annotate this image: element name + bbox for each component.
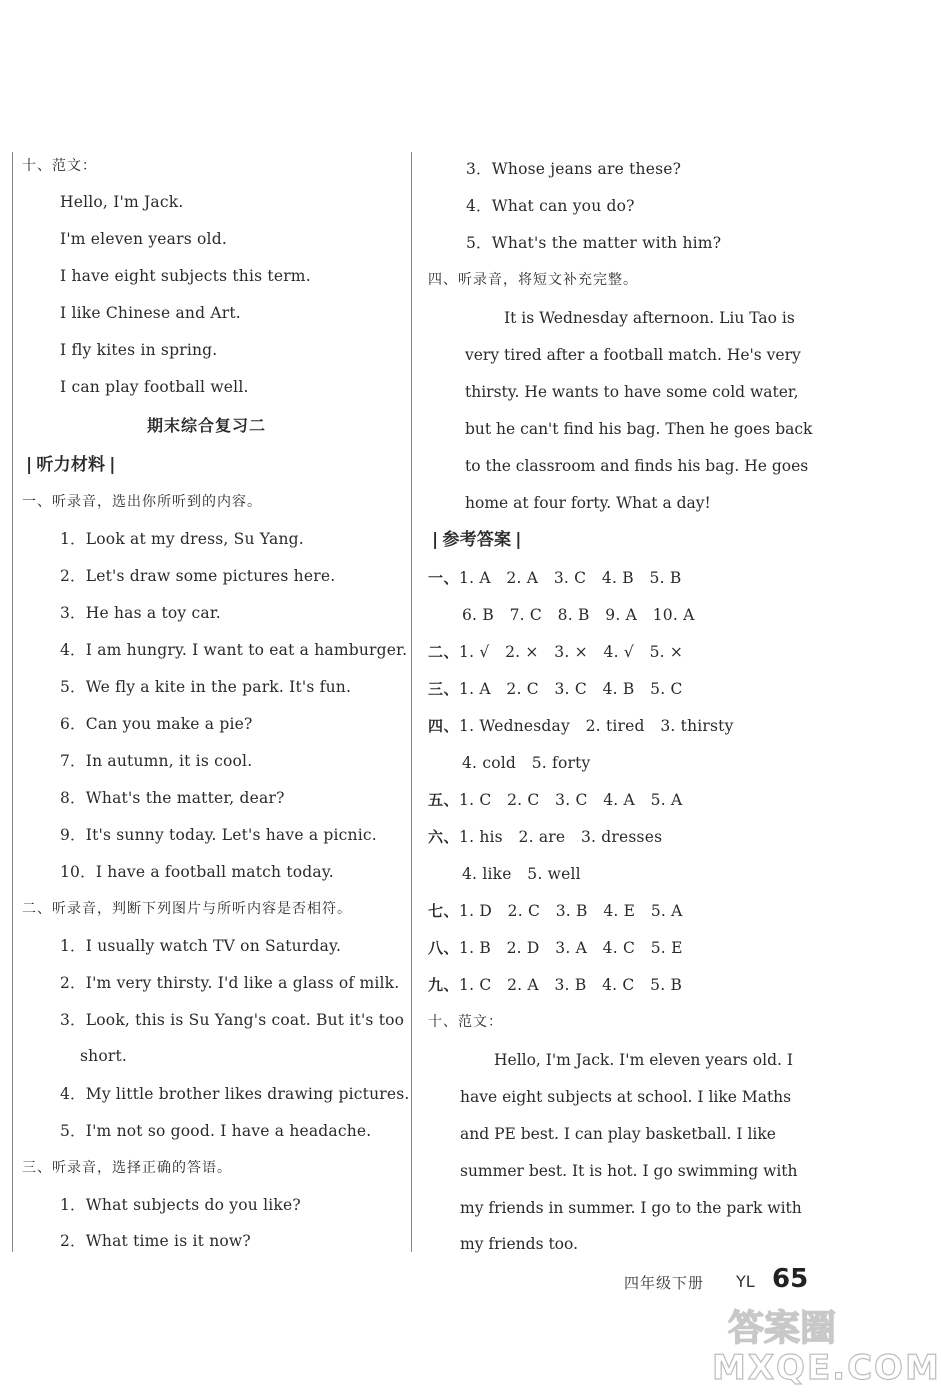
essay-heading: 十、范文： bbox=[22, 158, 97, 174]
q4-passage-line: It is Wednesday afternoon. Liu Tao is bbox=[504, 309, 795, 327]
answer-number: 五、 bbox=[428, 791, 460, 809]
q1-heading: 一、听录音，选出你所听到的内容。 bbox=[22, 494, 262, 510]
answer-row bbox=[428, 827, 662, 847]
essay-line: I'm eleven years old. bbox=[60, 230, 227, 248]
answer-number: 三、 bbox=[428, 680, 460, 698]
q3-item: 4．What can you do? bbox=[466, 197, 635, 215]
answer-row bbox=[428, 679, 683, 699]
essay-passage-line: my friends too. bbox=[460, 1235, 578, 1253]
q4-passage-line: home at four forty. What a day! bbox=[465, 494, 711, 512]
answer-number: 八、 bbox=[428, 939, 460, 957]
essay-line: I can play football well. bbox=[60, 378, 249, 396]
essay-line: I like Chinese and Art. bbox=[60, 304, 241, 322]
q2-item: 4．My little brother likes drawing pictures. bbox=[60, 1085, 410, 1103]
answer-row bbox=[462, 864, 581, 884]
essay-passage-line: my friends in summer. I go to the park with bbox=[460, 1199, 802, 1217]
answers-section-label: 参考答案 bbox=[442, 530, 512, 550]
q4-passage-line: but he can't find his bag. Then he goes back bbox=[465, 420, 813, 438]
answer-row bbox=[428, 938, 683, 958]
essay-line: I have eight subjects this term. bbox=[60, 267, 311, 285]
watermark-logo-text: 答案圈 bbox=[728, 1308, 837, 1349]
q3-item: 3．Whose jeans are these? bbox=[466, 160, 682, 178]
q4-passage-line: thirsty. He wants to have some cold water, bbox=[465, 383, 799, 401]
answer-row bbox=[428, 901, 683, 921]
q2-item: 2．I'm very thirsty. I'd like a glass of milk. bbox=[60, 974, 400, 992]
answer-number: 二、 bbox=[428, 643, 460, 661]
answers-section-header: | 参考答案 | bbox=[432, 530, 522, 550]
essay-line: Hello, I'm Jack. bbox=[60, 193, 184, 211]
answer-text: 1. A 2. C 3. C 4. B 5. C bbox=[459, 680, 683, 698]
footer-edition-code: YL bbox=[736, 1272, 755, 1291]
q4-passage-line: to the classroom and finds his bag. He goes bbox=[465, 457, 809, 475]
essay-heading: 十、范文： bbox=[428, 1014, 503, 1030]
q1-item: 10．I have a football match today. bbox=[60, 863, 334, 881]
answer-number: 六、 bbox=[428, 828, 460, 846]
listening-section-label: 听力材料 bbox=[36, 455, 106, 475]
footer-grade-label: 四年级下册 bbox=[624, 1274, 705, 1292]
essay-passage-line: and PE best. I can play basketball. I like bbox=[460, 1125, 776, 1143]
answer-text: 1. C 2. C 3. C 4. A 5. A bbox=[459, 791, 683, 809]
answer-text: 4. like 5. well bbox=[462, 865, 581, 883]
review-title: 期末综合复习二 bbox=[147, 416, 267, 435]
answer-row bbox=[428, 642, 683, 662]
essay-passage-line: Hello, I'm Jack. I'm eleven years old. I bbox=[494, 1051, 793, 1069]
q1-item: 5．We fly a kite in the park. It's fun. bbox=[60, 678, 352, 696]
answer-text: 1. B 2. D 3. A 4. C 5. E bbox=[459, 939, 683, 957]
answer-text: 1. C 2. A 3. B 4. C 5. B bbox=[459, 976, 683, 994]
q2-item: 5．I'm not so good. I have a headache. bbox=[60, 1122, 372, 1140]
answer-text: 1. his 2. are 3. dresses bbox=[459, 828, 663, 846]
answer-row bbox=[428, 790, 682, 810]
answer-number: 七、 bbox=[428, 902, 460, 920]
listening-section-header: | 听力材料 | bbox=[26, 455, 116, 475]
q4-heading: 四、听录音，将短文补充完整。 bbox=[428, 272, 638, 288]
answer-number: 一、 bbox=[428, 569, 460, 587]
answer-text: 1. √ 2. × 3. × 4. √ 5. × bbox=[459, 643, 684, 661]
q3-item: 5．What's the matter with him? bbox=[466, 234, 722, 252]
q2-item: 1．I usually watch TV on Saturday. bbox=[60, 937, 342, 955]
q3-heading: 三、听录音，选择正确的答语。 bbox=[22, 1160, 232, 1176]
answer-text: 1. A 2. A 3. C 4. B 5. B bbox=[459, 569, 682, 587]
q1-item: 4．I am hungry. I want to eat a hamburger. bbox=[60, 641, 408, 659]
essay-passage-line: have eight subjects at school. I like Maths bbox=[460, 1088, 792, 1106]
answer-row bbox=[428, 568, 681, 588]
q1-item: 2．Let's draw some pictures here. bbox=[60, 567, 336, 585]
q1-item: 3．He has a toy car. bbox=[60, 604, 221, 622]
q1-item: 8．What's the matter, dear? bbox=[60, 789, 285, 807]
page-number: 65 bbox=[772, 1264, 809, 1294]
q3-item: 2．What time is it now? bbox=[60, 1232, 251, 1250]
q1-item: 9．It's sunny today. Let's have a picnic. bbox=[60, 826, 377, 844]
q1-item: 1．Look at my dress, Su Yang. bbox=[60, 530, 304, 548]
center-column-rule bbox=[411, 152, 412, 1252]
q1-item: 6．Can you make a pie? bbox=[60, 715, 253, 733]
q2-item-continued: short. bbox=[80, 1047, 128, 1065]
q2-heading: 二、听录音，判断下列图片与所听内容是否相符。 bbox=[22, 901, 352, 917]
left-column-rule bbox=[12, 152, 13, 1252]
answer-number: 四、 bbox=[428, 717, 460, 735]
answer-text: 1. Wednesday 2. tired 3. thirsty bbox=[459, 717, 734, 735]
answer-row bbox=[462, 605, 694, 625]
answer-text: 1. D 2. C 3. B 4. E 5. A bbox=[459, 902, 683, 920]
essay-passage-line: summer best. It is hot. I go swimming with bbox=[460, 1162, 798, 1180]
q2-item: 3．Look, this is Su Yang's coat. But it's too bbox=[60, 1011, 405, 1029]
answer-row bbox=[428, 975, 682, 995]
essay-line: I fly kites in spring. bbox=[60, 341, 218, 359]
answer-text: 6. B 7. C 8. B 9. A 10. A bbox=[462, 606, 695, 624]
answer-number: 九、 bbox=[428, 976, 460, 994]
answer-row bbox=[462, 753, 591, 773]
answer-row bbox=[428, 716, 734, 736]
q1-item: 7．In autumn, it is cool. bbox=[60, 752, 253, 770]
q3-item: 1．What subjects do you like? bbox=[60, 1196, 301, 1214]
watermark-url: MXQE.COM bbox=[712, 1348, 941, 1388]
answer-text: 4. cold 5. forty bbox=[462, 754, 591, 772]
q4-passage-line: very tired after a football match. He's very bbox=[465, 346, 801, 364]
